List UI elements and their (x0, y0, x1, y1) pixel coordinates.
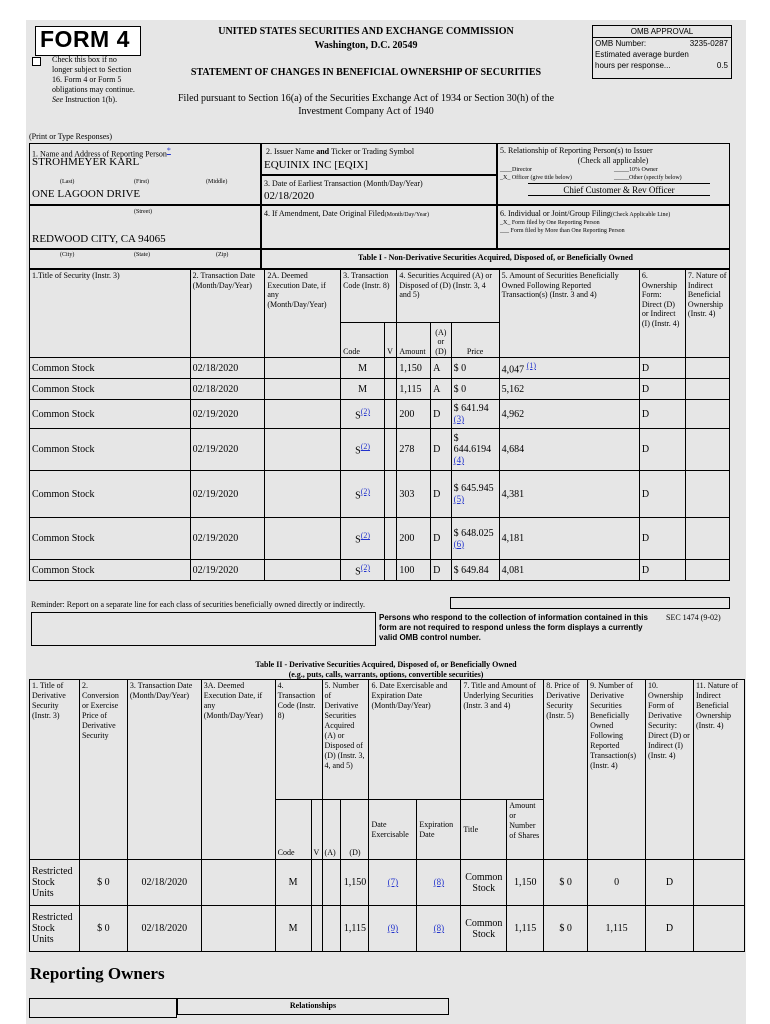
owners-relationships-header: Relationships (177, 998, 449, 1015)
cell-v (385, 518, 397, 560)
city-value: REDWOOD CITY, CA 94065 (32, 233, 166, 245)
cell-owned: 4,684 (499, 429, 639, 471)
cell-code: M (341, 358, 385, 379)
t1-header-amount: Amount (397, 323, 431, 358)
reporting-person-name: STROHMEYER KARL (32, 156, 140, 168)
sec-number: SEC 1474 (9-02) (666, 613, 721, 622)
t2-header-exp: Expiration Date (417, 800, 461, 860)
table-row (30, 429, 730, 471)
cell-v (385, 400, 397, 429)
footnote-link[interactable]: (9) (387, 923, 399, 933)
cell-nature (685, 471, 729, 518)
filed-pursuant-line2: Investment Company Act of 1940 (298, 106, 434, 117)
state-label: (State) (134, 252, 150, 258)
cell-price: $ 0 (451, 379, 499, 400)
cell-underlying-amount: 1,150 (507, 860, 544, 906)
table2-title: Table II - Derivative Securities Acquired, Disposed of, or Beneficially Owned (255, 660, 517, 669)
t2-header-owned: 9. Number of Derivative Securities Beneficially Owned Following Reported Transaction(s) (Instr. 4) (588, 680, 646, 860)
t1-header-owned: 5. Amount of Securities Beneficially Owned Following Reported Transaction(s) (Instr. 3 and 4) (499, 270, 639, 358)
cell-date: 02/19/2020 (190, 471, 265, 518)
table-row (30, 560, 730, 581)
ten-pct-option[interactable]: _____10% Owner (614, 167, 658, 173)
cell-price: $ 0 (544, 906, 588, 952)
cell-code: S$^{(2)}$ (341, 400, 385, 429)
cell-v (385, 471, 397, 518)
footnote-link[interactable]: (7) (387, 877, 399, 887)
cell-owned: 4,081 (499, 560, 639, 581)
other-option[interactable]: _____Other (specify below) (614, 175, 682, 181)
cell-form: D (639, 358, 685, 379)
t1-header-code: 3. Transaction Code (Instr. 8) (341, 270, 397, 323)
agency-name: UNITED STATES SECURITIES AND EXCHANGE COMMISSION (218, 26, 514, 37)
filed-pursuant-line1: Filed pursuant to Section 16(a) of the Securities Exchange Act of 1934 or Section 30(h) of the (177, 93, 555, 104)
t2-header-amount: Amount or Number of Shares (507, 800, 544, 860)
cell-form: D (646, 906, 694, 952)
box5-sub: (Check all applicable) (577, 156, 649, 165)
cell-aord: D (431, 429, 451, 471)
table-row (30, 518, 730, 560)
cell-price: $ 641.94 (3) (451, 400, 499, 429)
cell-amount: 200 (397, 518, 431, 560)
cell-price: $ 648.025 (6) (451, 518, 499, 560)
agency-city: Washington, D.C. 20549 (314, 40, 418, 51)
cell-aord: A (431, 358, 451, 379)
cell-form: D (646, 860, 694, 906)
cell-form: D (639, 471, 685, 518)
cell-form: D (639, 379, 685, 400)
table-row (30, 379, 730, 400)
cell-date: 02/19/2020 (190, 560, 265, 581)
cell-underlying-title: Common Stock (461, 906, 507, 952)
cell-owned: 4,381 (499, 471, 639, 518)
footnote-link[interactable]: (3) (453, 414, 465, 424)
reminder-box-left (31, 612, 376, 646)
footnote-link[interactable]: (1) (526, 360, 536, 370)
first-label: (First) (134, 179, 149, 185)
table2-subtitle: (e.g., puts, calls, warrants, options, convertible securities) (288, 670, 484, 679)
cell-form: D (639, 400, 685, 429)
t1-header-acquired: 4. Securities Acquired (A) or Disposed of (D) (Instr. 3, 4 and 5) (397, 270, 499, 323)
form-page (26, 20, 746, 1024)
cell-price: $ 0 (451, 358, 499, 379)
table2-body (30, 860, 745, 952)
cell-deemed (265, 471, 341, 518)
table2-derivative (29, 679, 745, 952)
table1-body (30, 358, 730, 581)
cell-date: 02/18/2020 (127, 860, 201, 906)
footnote-link[interactable]: (2) (360, 562, 371, 572)
cell-underlying-title: Common Stock (461, 860, 507, 906)
footnote-link[interactable]: * (166, 146, 171, 155)
t2-header-d: (D) (341, 800, 369, 860)
box6-option1[interactable]: _X_ Form filed by One Reporting Person (500, 220, 600, 226)
t1-header-deemed: 2A. Deemed Execution Date, if any (Month/Day/Year) (265, 270, 341, 358)
checkbox-label: Check this box if no longer subject to Section 16. Form 4 or Form 5 obligations may continue. See Instruction 1(b). (52, 55, 135, 104)
cell-date: 02/19/2020 (190, 400, 265, 429)
box3-label: 3. Date of Earliest Transaction (Month/Day/Year) (264, 179, 423, 188)
footnote-link[interactable]: (2) (360, 531, 371, 541)
cell-form: D (639, 429, 685, 471)
omb-burden: Estimated average burden (595, 50, 689, 59)
cell-owned: 1,115 (588, 906, 646, 952)
box6-label: 6. Individual or Joint/Group Filing(Check Applicable Line) (500, 209, 671, 218)
t1-header-price: Price (451, 323, 499, 358)
cell-price: $ 645.945 (5) (451, 471, 499, 518)
city-label: (City) (60, 252, 75, 258)
cell-code: M (341, 379, 385, 400)
cell-amount: 200 (397, 400, 431, 429)
officer-option[interactable]: _X_ Officer (give title below) (500, 175, 572, 181)
cell-deemed (265, 560, 341, 581)
cell-form: D (639, 560, 685, 581)
form-title: FORM 4 (40, 26, 130, 52)
cell-d: 1,115 (341, 906, 369, 952)
cell-nature (685, 400, 729, 429)
cell-date: 02/18/2020 (190, 379, 265, 400)
cell-owned: 4,181 (499, 518, 639, 560)
t2-header-v: V (311, 800, 322, 860)
t2-header-number: 5. Number of Derivative Securities Acquired (A) or Disposed of (D) (Instr. 3, 4, and 5) (322, 680, 369, 800)
cell-title: Common Stock (30, 560, 191, 581)
cell-conv: $ 0 (79, 906, 127, 952)
cell-expiration (417, 906, 461, 952)
t2-header-exercisable: 6. Date Exercisable and Expiration Date (Month/Day/Year) (369, 680, 461, 800)
cell-owned: 4,047 $^{(1)}$ (499, 358, 639, 379)
cell-expiration (417, 860, 461, 906)
table1-left-spacer (29, 249, 261, 269)
t2-header-date: 3. Transaction Date (Month/Day/Year) (127, 680, 201, 860)
cell-nature (685, 429, 729, 471)
t1-header-v: V (385, 323, 397, 358)
cell-v (385, 379, 397, 400)
reporting-owners-heading: Reporting Owners (30, 964, 165, 983)
cell-deemed (265, 358, 341, 379)
cell-d: 1,150 (341, 860, 369, 906)
table1-title: Table I - Non-Derivative Securities Acquired, Disposed of, or Beneficially Owned (358, 253, 633, 262)
omb-title: OMB APPROVAL (593, 26, 731, 38)
cell-a (322, 906, 341, 952)
t1-header-nature: 7. Nature of Indirect Beneficial Ownership (Instr. 4) (685, 270, 729, 358)
t1-header-date: 2. Transaction Date (Month/Day/Year) (190, 270, 265, 358)
cell-exercisable (369, 860, 417, 906)
middle-label: (Middle) (206, 179, 228, 185)
persons-respond-text: Persons who respond to the collection of information contained in this form are not required to respond unless the form displays a currently valid OMB control number. (379, 613, 648, 642)
issuer-name: EQUINIX INC [EQIX] (264, 159, 368, 171)
cell-title: Common Stock (30, 471, 191, 518)
cell-form: D (639, 518, 685, 560)
t2-header-utitle: Title (461, 800, 507, 860)
box2-label: 2. Issuer Name and Ticker or Trading Symbol (266, 147, 415, 156)
cell-code: S$^{(2)}$ (341, 560, 385, 581)
director-option[interactable]: ____Director (500, 167, 532, 173)
cell-nature (685, 518, 729, 560)
table-row (30, 471, 730, 518)
cell-code: S$^{(2)}$ (341, 429, 385, 471)
cell-v (311, 906, 322, 952)
cell-price: $ 0 (544, 860, 588, 906)
t2-header-code: 4. Transaction Code (Instr. 8) (275, 680, 322, 800)
officer-title: Chief Customer & Rev Officer (528, 183, 710, 196)
reminder-box-right (450, 597, 730, 609)
cell-title: Common Stock (30, 518, 191, 560)
cell-amount: 1,150 (397, 358, 431, 379)
t2-header-conv: 2. Conversion or Exercise Price of Derivative Security (79, 680, 127, 860)
reminder-text: Reminder: Report on a separate line for each class of securities beneficially owned directly or indirectly. (31, 600, 366, 609)
print-type-note: (Print or Type Responses) (29, 132, 113, 141)
t2-header-deemed: 3A. Deemed Execution Date, if any (Month/Day/Year) (201, 680, 275, 860)
cell-date: 02/19/2020 (190, 518, 265, 560)
cell-aord: D (431, 471, 451, 518)
cell-deemed (201, 906, 275, 952)
omb-approval-box (592, 25, 732, 79)
cell-title: Common Stock (30, 379, 191, 400)
last-label: (Last) (60, 179, 75, 185)
cell-owned: 0 (588, 860, 646, 906)
cell-aord: A (431, 379, 451, 400)
cell-aord: D (431, 518, 451, 560)
footnote-link[interactable]: (2) (360, 442, 371, 452)
earliest-date: 02/18/2020 (264, 190, 315, 202)
footnote-link[interactable]: (4) (453, 455, 465, 465)
cell-date: 02/19/2020 (190, 429, 265, 471)
cell-v (311, 860, 322, 906)
t1-header-code-sub: Code (341, 323, 385, 358)
table1-non-derivative (29, 269, 730, 581)
cell-price: $ 644.6194 (4) (451, 429, 499, 471)
t2-header-date-ex: Date Exercisable (369, 800, 417, 860)
t2-header-nature: 11. Nature of Indirect Beneficial Ownership (Instr. 4) (693, 680, 744, 860)
street-value: ONE LAGOON DRIVE (32, 188, 141, 200)
footnote-link[interactable]: (2) (360, 406, 371, 416)
cell-v (385, 358, 397, 379)
cell-title: Restricted Stock Units (30, 860, 80, 906)
t1-header-title: 1.Title of Security (Instr. 3) (30, 270, 191, 358)
box1-label: 1. Name and Address of Reporting Person* (32, 146, 171, 159)
t2-header-title: 1. Title of Derivative Security (Instr. 3) (30, 680, 80, 860)
footnote-link[interactable]: (6) (453, 538, 465, 549)
cell-amount: 303 (397, 471, 431, 518)
cell-deemed (201, 860, 275, 906)
t2-header-code-sub: Code (275, 800, 311, 860)
cell-code: S$^{(2)}$ (341, 471, 385, 518)
cell-amount: 100 (397, 560, 431, 581)
cell-underlying-amount: 1,115 (507, 906, 544, 952)
cell-owned: 5,162 (499, 379, 639, 400)
owners-table-left (29, 998, 177, 1018)
cell-title: Common Stock (30, 358, 191, 379)
cell-a (322, 860, 341, 906)
footnote-link[interactable]: (2) (360, 486, 371, 496)
cell-nature (685, 379, 729, 400)
footnote-link[interactable]: (8) (433, 923, 445, 933)
cell-owned: 4,962 (499, 400, 639, 429)
cell-deemed (265, 518, 341, 560)
table-row (30, 860, 745, 906)
table-row (30, 358, 730, 379)
cell-amount: 278 (397, 429, 431, 471)
cell-amount: 1,115 (397, 379, 431, 400)
footnote-link[interactable]: (5) (453, 494, 465, 504)
cell-v (385, 429, 397, 471)
cell-date: 02/18/2020 (190, 358, 265, 379)
cell-price: $ 649.84 (451, 560, 499, 581)
cell-title: Common Stock (30, 400, 191, 429)
cell-conv: $ 0 (79, 860, 127, 906)
cell-deemed (265, 429, 341, 471)
t2-header-form: 10. Ownership Form of Derivative Security: Direct (D) or Indirect (I) (Instr. 4) (646, 680, 694, 860)
cell-nature (693, 860, 744, 906)
box6-option2[interactable]: ___ Form filed by More than One Reporting Person (500, 228, 625, 234)
cell-title: Restricted Stock Units (30, 906, 80, 952)
cell-nature (693, 906, 744, 952)
cell-code: M (275, 860, 311, 906)
omb-number-row: OMB Number: 3235-0287 (595, 39, 728, 48)
footnote-link[interactable]: (8) (433, 877, 445, 887)
cell-deemed (265, 400, 341, 429)
cell-exercisable (369, 906, 417, 952)
cell-title: Common Stock (30, 429, 191, 471)
t1-header-aord: (A) or (D) (431, 323, 451, 358)
table-row (30, 400, 730, 429)
table-row (30, 906, 745, 952)
cell-date: 02/18/2020 (127, 906, 201, 952)
cell-code: S$^{(2)}$ (341, 518, 385, 560)
t2-header-price: 8. Price of Derivative Security (Instr. 5) (544, 680, 588, 860)
statement-title: STATEMENT OF CHANGES IN BENEFICIAL OWNERSHIP OF SECURITIES (190, 67, 542, 78)
cell-code: M (275, 906, 311, 952)
no-longer-subject-checkbox[interactable] (32, 57, 41, 66)
zip-label: (Zip) (216, 252, 229, 258)
cell-aord: D (431, 400, 451, 429)
cell-aord: D (431, 560, 451, 581)
box4-label: 4. If Amendment, Date Original Filed(Month/Day/Year) (264, 209, 430, 218)
t2-header-underlying: 7. Title and Amount of Underlying Securities (Instr. 3 and 4) (461, 680, 544, 800)
t1-header-form: 6. Ownership Form: Direct (D) or Indirect (I) (Instr. 4) (639, 270, 685, 358)
cell-v (385, 560, 397, 581)
cell-nature (685, 560, 729, 581)
cell-nature (685, 358, 729, 379)
omb-hours-row: hours per response... 0.5 (595, 61, 728, 70)
cell-deemed (265, 379, 341, 400)
t2-header-a: (A) (322, 800, 341, 860)
street-label: (Street) (134, 209, 152, 215)
box5-label: 5. Relationship of Reporting Person(s) to Issuer (500, 146, 653, 155)
